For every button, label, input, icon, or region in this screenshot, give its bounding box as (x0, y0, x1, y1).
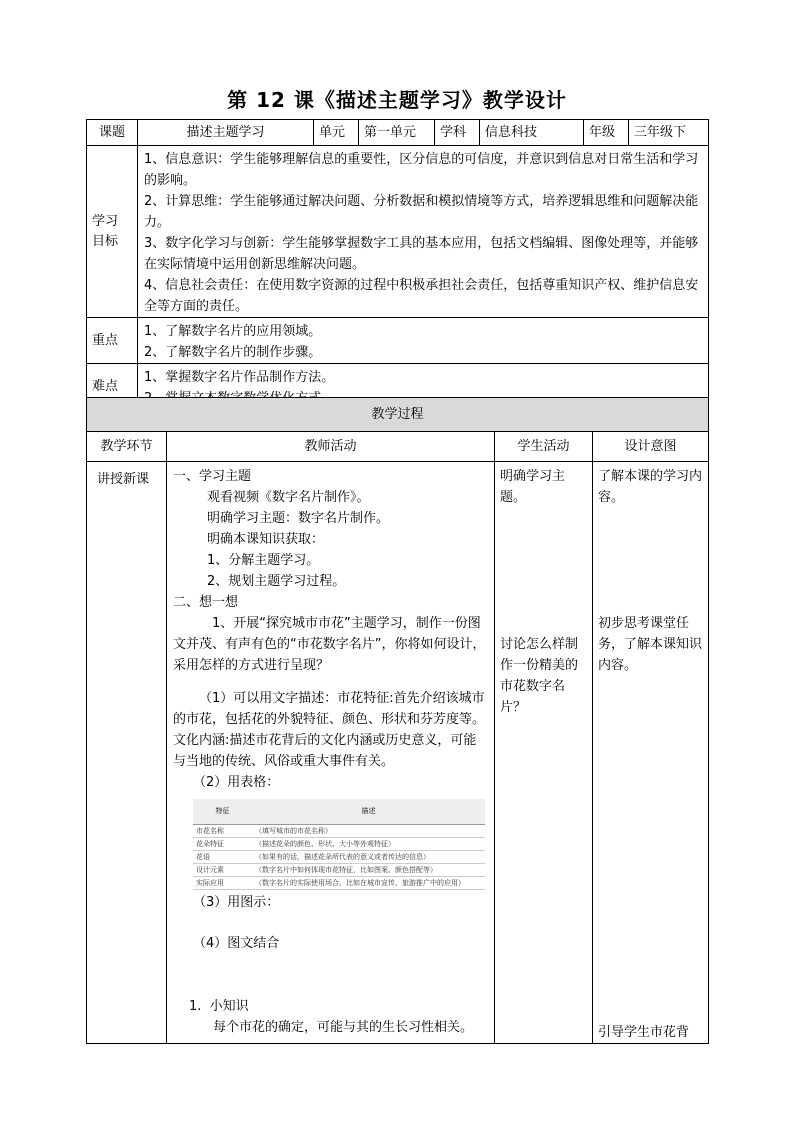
table-row (193, 864, 485, 877)
inner-cell: 实际应用 (193, 877, 252, 890)
table-row (193, 877, 485, 890)
key-point-item: 2、了解数字名片的制作步骤。 (144, 345, 322, 360)
difficulty-item: 1、掌握数字名片作品制作方法。 (144, 370, 335, 385)
student-line: 明确学习主题。 (500, 469, 566, 505)
inner-cell: （数字名片中如何体现市花特征，比如图案、颜色搭配等） (252, 864, 485, 877)
teacher-activity-cell (167, 462, 495, 1044)
teacher-paragraph: 1、开展“探究城市市花”主题学习，制作一份图文并茂、有声有色的“市花数字名片”，你将如何设计，采用怎样的方式进行呈现？ (173, 616, 486, 673)
student-line: 讨论怎么样制作一份精美的市花数字名片？ (500, 637, 579, 715)
teacher-line: 2、规划主题学习过程。 (207, 574, 346, 589)
objective-item: 2、计算思维：学生能够通过解决问题、分析数据和模拟情境等方式，培养逻辑思维和问题解决能力。 (144, 194, 699, 230)
table-row (193, 838, 485, 851)
stage-cell: 讲授新课 (87, 462, 167, 1044)
teacher-line: （2）用表格： (193, 775, 280, 790)
inner-cell: 花朵特征 (193, 838, 252, 851)
col-stage-header: 教学环节 (87, 432, 167, 462)
difficulties-label: 难点 (87, 364, 138, 410)
intent-line: 了解本课的学习内容。 (598, 469, 703, 505)
table-row (193, 851, 485, 864)
inner-cell: 设计元素 (193, 864, 252, 877)
teacher-line: 明确学习主题：数字名片制作。 (207, 511, 390, 526)
col-intent-header: 设计意图 (593, 432, 709, 462)
teacher-paragraph: （1）可以用文字描述：市花特征:首先介绍该城市的市花，包括花的外貌特征、颜色、形状和芬芳度等。文化内涵:描述市花背后的文化内涵或历史意义，可能与当地的传统、风俗或重大事件有关。 (173, 691, 486, 769)
subject-label: 学科 (435, 120, 480, 146)
teacher-line: （3）用图示： (193, 895, 280, 910)
table-row (193, 825, 485, 838)
student-activity-cell (495, 462, 593, 1044)
tip-title: 小知识 (209, 999, 249, 1014)
section-heading: 一、学习主题 (173, 469, 252, 484)
inner-cell: （数字名片的实际使用场合，比如在城市宣传、旅游推广中的应用） (252, 877, 485, 890)
page-title: 第 12 课《描述主题学习》教学设计 (227, 88, 567, 112)
flower-feature-table (193, 799, 485, 890)
teacher-line: 1、分解主题学习。 (207, 553, 320, 568)
grade-value: 三年级下 (629, 120, 709, 146)
inner-cell: （如果有的话，描述花朵所代表的意义或者传达的信息） (252, 851, 485, 864)
unit-value: 第一单元 (359, 120, 435, 146)
key-points-label: 重点 (87, 318, 138, 364)
inner-header: 描述 (252, 799, 485, 825)
tip-text: 每个市花的确定，可能与其的生长习性相关。 (213, 1020, 474, 1035)
teacher-line: 明确本课知识获取： (207, 532, 325, 547)
subject-value: 信息科技 (480, 120, 584, 146)
objective-item: 4、信息社会责任：在使用数字资源的过程中积极承担社会责任，包括尊重知识产权、维护信息安全等方面的责任。 (144, 278, 699, 314)
inner-cell: 市花名称 (193, 825, 252, 838)
intent-line: 初步思考课堂任务，了解本课知识内容。 (598, 616, 703, 673)
teacher-line: 观看视频《数字名片制作》。 (207, 490, 370, 505)
process-heading: 教学过程 (87, 398, 709, 432)
inner-cell: （描述花朵的颜色、形状、大小等外观特征） (252, 838, 485, 851)
lesson-info-table (86, 119, 709, 410)
topic-value: 描述主题学习 (138, 120, 314, 146)
teaching-process-table (86, 397, 709, 1044)
section-heading: 二、想一想 (173, 595, 239, 610)
topic-label: 课题 (87, 120, 138, 146)
col-student-header: 学生活动 (495, 432, 593, 462)
objectives-cell (138, 146, 709, 318)
key-point-item: 1、了解数字名片的应用领域。 (144, 324, 322, 339)
teacher-line: （4）图文结合 (193, 936, 280, 951)
tip-heading (189, 996, 488, 1017)
key-points-cell (138, 318, 709, 364)
inner-cell: （填写城市的市花名称） (252, 825, 485, 838)
inner-header: 特征 (193, 799, 252, 825)
intent-cell (593, 462, 709, 1044)
objective-item: 1、信息意识：学生能够理解信息的重要性，区分信息的可信度，并意识到信息对日常生活和学习的影响。 (144, 152, 699, 188)
inner-cell: 花语 (193, 851, 252, 864)
intent-line: 引导学生市花背 (598, 1025, 690, 1040)
unit-label: 单元 (314, 120, 359, 146)
col-teacher-header: 教师活动 (167, 432, 495, 462)
objectives-label: 学习 目标 (87, 146, 138, 318)
grade-label: 年级 (584, 120, 629, 146)
objective-item: 3、数字化学习与创新：学生能够掌握数字工具的基本应用，包括文档编辑、图像处理等，并能够在实际情境中运用创新思维解决问题。 (144, 236, 699, 272)
tip-number: 1. (189, 999, 202, 1014)
